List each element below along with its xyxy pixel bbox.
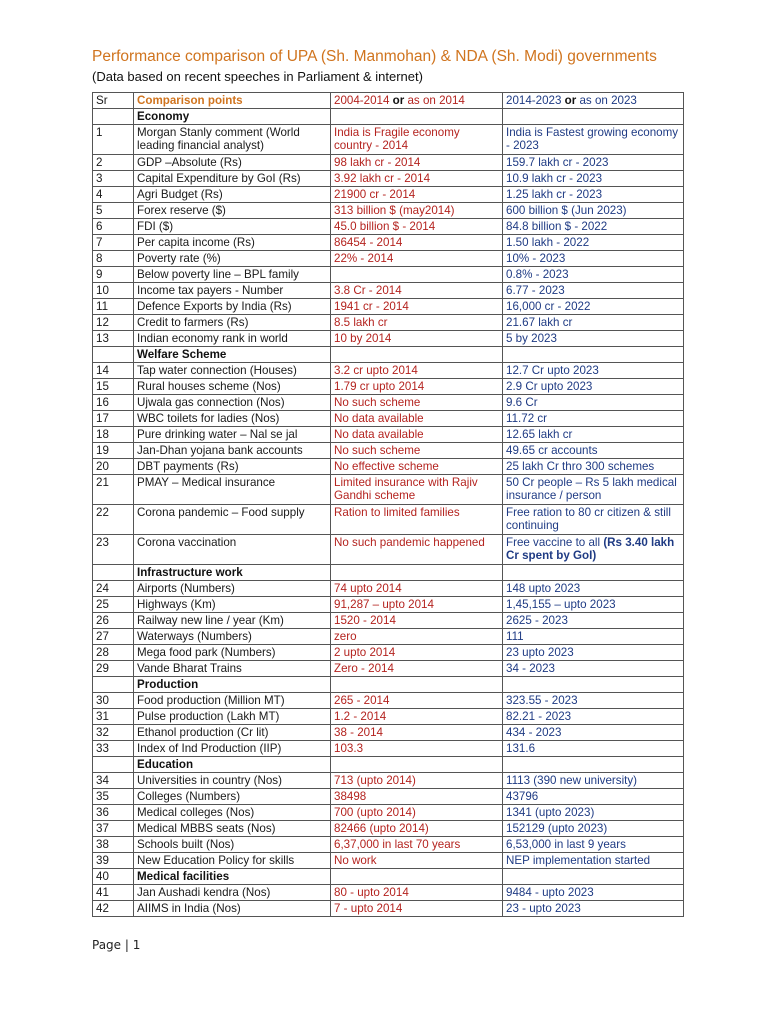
- section-title: Welfare Scheme: [134, 347, 331, 363]
- header-upa-pre: 2004-2014: [334, 94, 393, 107]
- row-comparison-point: Vande Bharat Trains: [134, 661, 331, 677]
- row-upa-value: 103.3: [331, 741, 503, 757]
- table-row: [93, 613, 684, 629]
- table-row: [93, 267, 684, 283]
- table-row: [93, 773, 684, 789]
- row-sr: 26: [93, 613, 134, 629]
- row-comparison-point: GDP –Absolute (Rs): [134, 155, 331, 171]
- row-sr: 18: [93, 427, 134, 443]
- row-comparison-point: Ujwala gas connection (Nos): [134, 395, 331, 411]
- section-sr: [93, 565, 134, 581]
- table-row: [93, 885, 684, 901]
- row-sr: 2: [93, 155, 134, 171]
- row-upa-value: 3.92 lakh cr - 2014: [331, 171, 503, 187]
- row-nda-value: [503, 411, 684, 427]
- row-upa-value: 7 - upto 2014: [331, 901, 503, 917]
- row-upa-value: No effective scheme: [331, 459, 503, 475]
- row-sr: 35: [93, 789, 134, 805]
- row-comparison-point: Index of Ind Production (IIP): [134, 741, 331, 757]
- section-header-row: [93, 869, 684, 885]
- section-sr: 40: [93, 869, 134, 885]
- row-comparison-point: Tap water connection (Houses): [134, 363, 331, 379]
- row-nda-text: 434 - 2023: [506, 726, 562, 739]
- section-title: Production: [134, 677, 331, 693]
- row-comparison-point: Food production (Million MT): [134, 693, 331, 709]
- row-comparison-point: Poverty rate (%): [134, 251, 331, 267]
- row-nda-text: 1.50 lakh - 2022: [506, 236, 590, 249]
- table-row: [93, 645, 684, 661]
- section-header-row: [93, 677, 684, 693]
- row-nda-value: [503, 629, 684, 645]
- row-nda-value: [503, 535, 684, 565]
- row-sr: 9: [93, 267, 134, 283]
- row-comparison-point: Highways (Km): [134, 597, 331, 613]
- row-upa-value: 38498: [331, 789, 503, 805]
- table-row: [93, 235, 684, 251]
- section-nda-empty: [503, 565, 684, 581]
- row-comparison-point: Morgan Stanly comment (World leading financial analyst): [134, 125, 331, 155]
- table-row: [93, 741, 684, 757]
- row-sr: 16: [93, 395, 134, 411]
- row-nda-value: [503, 597, 684, 613]
- row-comparison-point: Waterways (Numbers): [134, 629, 331, 645]
- header-nda-or: or: [564, 94, 577, 107]
- row-comparison-point: Agri Budget (Rs): [134, 187, 331, 203]
- header-upa-or: or: [392, 94, 405, 107]
- table-row: [93, 629, 684, 645]
- row-upa-value: 1.2 - 2014: [331, 709, 503, 725]
- table-row: [93, 597, 684, 613]
- row-nda-value: [503, 251, 684, 267]
- section-title: Education: [134, 757, 331, 773]
- row-nda-text: Free ration to 80 cr citizen & still continuing: [506, 506, 671, 532]
- row-nda-text: 1341 (upto 2023): [506, 806, 595, 819]
- row-sr: 34: [93, 773, 134, 789]
- row-upa-value: 21900 cr - 2014: [331, 187, 503, 203]
- row-nda-text: 11.72 cr: [506, 412, 548, 425]
- comparison-table: [92, 92, 684, 917]
- table-row: [93, 475, 684, 505]
- row-sr: 10: [93, 283, 134, 299]
- row-nda-value: [503, 379, 684, 395]
- row-nda-text: 49.65 cr accounts: [506, 444, 598, 457]
- row-nda-value: [503, 821, 684, 837]
- row-comparison-point: Jan Aushadi kendra (Nos): [134, 885, 331, 901]
- table-row: [93, 837, 684, 853]
- row-nda-text: 23 upto 2023: [506, 646, 574, 659]
- row-upa-value: 1941 cr - 2014: [331, 299, 503, 315]
- row-sr: 8: [93, 251, 134, 267]
- row-sr: 29: [93, 661, 134, 677]
- document-title: Performance comparison of UPA (Sh. Manmohan) & NDA (Sh. Modi) governments: [92, 48, 657, 65]
- table-row: [93, 661, 684, 677]
- row-nda-value: [503, 171, 684, 187]
- table-row: [93, 283, 684, 299]
- section-nda-empty: [503, 757, 684, 773]
- row-sr: 6: [93, 219, 134, 235]
- row-nda-text: 21.67 lakh cr: [506, 316, 573, 329]
- row-sr: 31: [93, 709, 134, 725]
- row-sr: 17: [93, 411, 134, 427]
- row-nda-text: 111: [506, 630, 524, 643]
- row-nda-value: [503, 155, 684, 171]
- section-sr: [93, 677, 134, 693]
- table-row: [93, 363, 684, 379]
- row-nda-text: 6,53,000 in last 9 years: [506, 838, 626, 851]
- row-comparison-point: Universities in country (Nos): [134, 773, 331, 789]
- row-comparison-point: New Education Policy for skills: [134, 853, 331, 869]
- row-nda-value: [503, 505, 684, 535]
- comparison-table-body: [93, 93, 684, 917]
- row-nda-text: 9484 - upto 2023: [506, 886, 594, 899]
- row-nda-text: 10% - 2023: [506, 252, 566, 265]
- row-upa-value: No data available: [331, 427, 503, 443]
- row-comparison-point: Indian economy rank in world: [134, 331, 331, 347]
- row-nda-text: 159.7 lakh cr - 2023: [506, 156, 609, 169]
- row-upa-value: 3.8 Cr - 2014: [331, 283, 503, 299]
- section-title: Infrastructure work: [134, 565, 331, 581]
- table-row: [93, 395, 684, 411]
- section-header-row: [93, 347, 684, 363]
- section-sr: [93, 347, 134, 363]
- row-sr: 30: [93, 693, 134, 709]
- row-nda-value: [503, 475, 684, 505]
- header-nda-pre: 2014-2023: [506, 94, 565, 107]
- row-nda-value: [503, 125, 684, 155]
- row-comparison-point: WBC toilets for ladies (Nos): [134, 411, 331, 427]
- row-comparison-point: Colleges (Numbers): [134, 789, 331, 805]
- row-upa-value: zero: [331, 629, 503, 645]
- section-upa-empty: [331, 109, 503, 125]
- table-row: [93, 125, 684, 155]
- table-row: [93, 315, 684, 331]
- row-nda-text: 1,45,155 – upto 2023: [506, 598, 616, 611]
- row-comparison-point: PMAY – Medical insurance: [134, 475, 331, 505]
- row-nda-text: 600 billion $ (Jun 2023): [506, 204, 627, 217]
- row-nda-value: [503, 299, 684, 315]
- row-nda-value: [503, 219, 684, 235]
- table-row: [93, 853, 684, 869]
- section-sr: [93, 109, 134, 125]
- row-sr: 13: [93, 331, 134, 347]
- row-upa-value: 713 (upto 2014): [331, 773, 503, 789]
- row-nda-value: [503, 661, 684, 677]
- row-sr: 15: [93, 379, 134, 395]
- row-nda-value: [503, 459, 684, 475]
- table-row: [93, 789, 684, 805]
- row-sr: 20: [93, 459, 134, 475]
- section-upa-empty: [331, 677, 503, 693]
- row-upa-value: 45.0 billion $ - 2014: [331, 219, 503, 235]
- row-comparison-point: Rural houses scheme (Nos): [134, 379, 331, 395]
- table-row: [93, 443, 684, 459]
- row-sr: 42: [93, 901, 134, 917]
- row-upa-value: 6,37,000 in last 70 years: [331, 837, 503, 853]
- row-nda-text: NEP implementation started: [506, 854, 651, 867]
- row-comparison-point: Forex reserve ($): [134, 203, 331, 219]
- row-nda-value: [503, 645, 684, 661]
- row-nda-text: 2.9 Cr upto 2023: [506, 380, 593, 393]
- page-footer: Page | 1: [92, 938, 141, 952]
- row-comparison-point: Railway new line / year (Km): [134, 613, 331, 629]
- section-header-row: [93, 757, 684, 773]
- row-upa-value: Zero - 2014: [331, 661, 503, 677]
- row-upa-value: 1520 - 2014: [331, 613, 503, 629]
- document-subtitle: (Data based on recent speeches in Parliament & internet): [92, 69, 423, 84]
- row-nda-value: [503, 443, 684, 459]
- row-upa-value: 8.5 lakh cr: [331, 315, 503, 331]
- row-comparison-point: FDI ($): [134, 219, 331, 235]
- row-nda-text: India is Fastest growing economy - 2023: [506, 126, 679, 152]
- row-nda-value: [503, 853, 684, 869]
- table-row: [93, 709, 684, 725]
- section-header-row: [93, 109, 684, 125]
- row-sr: 27: [93, 629, 134, 645]
- row-comparison-point: Ethanol production (Cr lit): [134, 725, 331, 741]
- section-nda-empty: [503, 677, 684, 693]
- row-comparison-point: Medical MBBS seats (Nos): [134, 821, 331, 837]
- row-sr: 22: [93, 505, 134, 535]
- header-nda-period: [503, 93, 684, 109]
- row-comparison-point: Per capita income (Rs): [134, 235, 331, 251]
- row-upa-value: 91,287 – upto 2014: [331, 597, 503, 613]
- row-nda-text: 1113 (390 new university): [506, 774, 638, 787]
- row-nda-value: [503, 315, 684, 331]
- row-sr: 41: [93, 885, 134, 901]
- row-upa-value: 3.2 cr upto 2014: [331, 363, 503, 379]
- row-nda-text: 16,000 cr - 2022: [506, 300, 591, 313]
- row-sr: 36: [93, 805, 134, 821]
- row-nda-value: [503, 725, 684, 741]
- row-upa-value: 86454 - 2014: [331, 235, 503, 251]
- row-sr: 3: [93, 171, 134, 187]
- row-nda-value: [503, 187, 684, 203]
- row-upa-value: 80 - upto 2014: [331, 885, 503, 901]
- row-upa-value: 313 billion $ (may2014): [331, 203, 503, 219]
- row-nda-text: 0.8% - 2023: [506, 268, 569, 281]
- header-comparison-points: Comparison points: [134, 93, 331, 109]
- table-row: [93, 581, 684, 597]
- row-nda-value: [503, 885, 684, 901]
- row-upa-value: 1.79 cr upto 2014: [331, 379, 503, 395]
- header-nda-post: as on 2023: [576, 94, 637, 107]
- row-upa-value: 38 - 2014: [331, 725, 503, 741]
- row-sr: 25: [93, 597, 134, 613]
- table-row: [93, 411, 684, 427]
- section-sr: [93, 757, 134, 773]
- row-nda-text: 25 lakh Cr thro 300 schemes: [506, 460, 655, 473]
- section-upa-empty: [331, 565, 503, 581]
- row-comparison-point: Capital Expenditure by GoI (Rs): [134, 171, 331, 187]
- row-nda-value: [503, 901, 684, 917]
- row-upa-value: 2 upto 2014: [331, 645, 503, 661]
- row-sr: 37: [93, 821, 134, 837]
- row-comparison-point: Credit to farmers (Rs): [134, 315, 331, 331]
- row-nda-value: [503, 331, 684, 347]
- row-nda-text: 12.65 lakh cr: [506, 428, 573, 441]
- row-comparison-point: Corona vaccination: [134, 535, 331, 565]
- row-nda-text: 5 by 2023: [506, 332, 557, 345]
- row-nda-text: 50 Cr people – Rs 5 lakh medical insurance / person: [506, 476, 677, 502]
- table-row: [93, 535, 684, 565]
- row-sr: 28: [93, 645, 134, 661]
- table-row: [93, 505, 684, 535]
- row-nda-value: [503, 283, 684, 299]
- row-upa-value: No such pandemic happened: [331, 535, 503, 565]
- row-nda-text: 12.7 Cr upto 2023: [506, 364, 599, 377]
- row-nda-value: [503, 805, 684, 821]
- table-row: [93, 331, 684, 347]
- table-row: [93, 203, 684, 219]
- row-nda-value: [503, 203, 684, 219]
- section-upa-empty: [331, 347, 503, 363]
- row-upa-value: 74 upto 2014: [331, 581, 503, 597]
- row-nda-text: 34 - 2023: [506, 662, 555, 675]
- row-nda-text: 148 upto 2023: [506, 582, 581, 595]
- table-row: [93, 299, 684, 315]
- row-upa-value: 82466 (upto 2014): [331, 821, 503, 837]
- row-nda-value: [503, 581, 684, 597]
- row-nda-value: [503, 395, 684, 411]
- row-comparison-point: Defence Exports by India (Rs): [134, 299, 331, 315]
- row-nda-value: [503, 235, 684, 251]
- row-sr: 7: [93, 235, 134, 251]
- table-row: [93, 379, 684, 395]
- row-nda-value: [503, 837, 684, 853]
- row-sr: 12: [93, 315, 134, 331]
- table-row: [93, 693, 684, 709]
- row-upa-value: Limited insurance with Rajiv Gandhi scheme: [331, 475, 503, 505]
- header-upa-period: [331, 93, 503, 109]
- table-row: [93, 725, 684, 741]
- row-comparison-point: Medical colleges (Nos): [134, 805, 331, 821]
- row-comparison-point: Below poverty line – BPL family: [134, 267, 331, 283]
- row-nda-text: 23 - upto 2023: [506, 902, 581, 915]
- row-upa-value: 700 (upto 2014): [331, 805, 503, 821]
- row-comparison-point: Schools built (Nos): [134, 837, 331, 853]
- row-sr: 1: [93, 125, 134, 155]
- row-upa-value: Ration to limited families: [331, 505, 503, 535]
- row-comparison-point: Mega food park (Numbers): [134, 645, 331, 661]
- header-sr: Sr: [93, 93, 134, 109]
- row-nda-text: 1.25 lakh cr - 2023: [506, 188, 603, 201]
- row-sr: 5: [93, 203, 134, 219]
- row-comparison-point: AIIMS in India (Nos): [134, 901, 331, 917]
- row-upa-value: [331, 267, 503, 283]
- row-nda-text: 9.6 Cr: [506, 396, 538, 409]
- row-nda-text: 43796: [506, 790, 539, 803]
- row-sr: 38: [93, 837, 134, 853]
- row-nda-text: Free vaccine to all: [506, 536, 604, 549]
- row-nda-value: [503, 773, 684, 789]
- row-nda-value: [503, 693, 684, 709]
- row-upa-value: 265 - 2014: [331, 693, 503, 709]
- row-nda-value: [503, 789, 684, 805]
- row-nda-text: 131.6: [506, 742, 536, 755]
- table-row: [93, 155, 684, 171]
- row-nda-text: 152129 (upto 2023): [506, 822, 608, 835]
- row-nda-value: [503, 741, 684, 757]
- row-nda-value: [503, 613, 684, 629]
- row-comparison-point: Airports (Numbers): [134, 581, 331, 597]
- table-row: [93, 171, 684, 187]
- table-row: [93, 901, 684, 917]
- row-nda-bold-text: (Rs 3.40 lakh Cr spent by GoI): [506, 536, 675, 562]
- row-upa-value: No such scheme: [331, 443, 503, 459]
- row-sr: 32: [93, 725, 134, 741]
- table-row: [93, 427, 684, 443]
- table-row: [93, 187, 684, 203]
- table-header-row: [93, 93, 684, 109]
- row-sr: 4: [93, 187, 134, 203]
- row-nda-text: 6.77 - 2023: [506, 284, 565, 297]
- row-nda-value: [503, 363, 684, 379]
- table-row: [93, 219, 684, 235]
- row-comparison-point: Corona pandemic – Food supply: [134, 505, 331, 535]
- row-nda-value: [503, 709, 684, 725]
- table-row: [93, 459, 684, 475]
- row-comparison-point: Income tax payers - Number: [134, 283, 331, 299]
- row-sr: 24: [93, 581, 134, 597]
- table-row: [93, 805, 684, 821]
- section-nda-empty: [503, 347, 684, 363]
- row-nda-value: [503, 267, 684, 283]
- row-nda-text: 2625 - 2023: [506, 614, 568, 627]
- row-upa-value: No work: [331, 853, 503, 869]
- row-nda-text: 323.55 - 2023: [506, 694, 578, 707]
- section-header-row: [93, 565, 684, 581]
- header-upa-post: as on 2014: [404, 94, 465, 107]
- row-nda-text: 82.21 - 2023: [506, 710, 572, 723]
- row-upa-value: No such scheme: [331, 395, 503, 411]
- row-comparison-point: Pulse production (Lakh MT): [134, 709, 331, 725]
- row-nda-text: 84.8 billion $ - 2022: [506, 220, 608, 233]
- row-nda-value: [503, 427, 684, 443]
- table-row: [93, 821, 684, 837]
- table-row: [93, 251, 684, 267]
- row-nda-text: 10.9 lakh cr - 2023: [506, 172, 603, 185]
- row-upa-value: India is Fragile economy country - 2014: [331, 125, 503, 155]
- section-title: Medical facilities: [134, 869, 331, 885]
- section-upa-empty: [331, 757, 503, 773]
- row-comparison-point: DBT payments (Rs): [134, 459, 331, 475]
- row-sr: 11: [93, 299, 134, 315]
- section-nda-empty: [503, 109, 684, 125]
- row-sr: 19: [93, 443, 134, 459]
- row-sr: 39: [93, 853, 134, 869]
- row-comparison-point: Jan-Dhan yojana bank accounts: [134, 443, 331, 459]
- row-upa-value: 22% - 2014: [331, 251, 503, 267]
- section-upa-empty: [331, 869, 503, 885]
- row-comparison-point: Pure drinking water – Nal se jal: [134, 427, 331, 443]
- row-sr: 23: [93, 535, 134, 565]
- row-sr: 14: [93, 363, 134, 379]
- section-title: Economy: [134, 109, 331, 125]
- row-sr: 21: [93, 475, 134, 505]
- row-upa-value: No data available: [331, 411, 503, 427]
- section-nda-empty: [503, 869, 684, 885]
- row-upa-value: 98 lakh cr - 2014: [331, 155, 503, 171]
- row-sr: 33: [93, 741, 134, 757]
- row-upa-value: 10 by 2014: [331, 331, 503, 347]
